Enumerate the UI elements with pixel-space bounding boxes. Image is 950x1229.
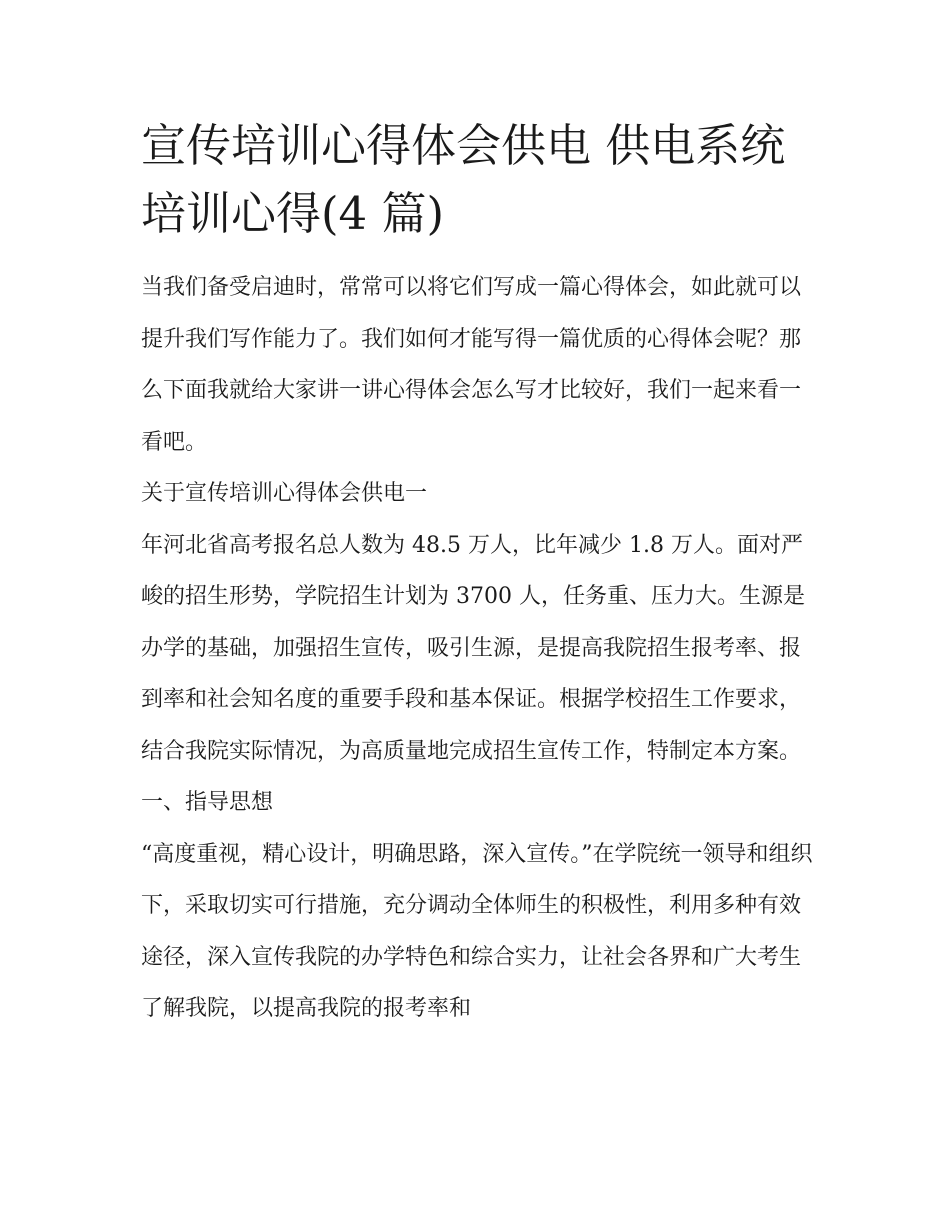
- paragraph-guiding-thought: “高度重视，精心设计，明确思路，深入宣传。”在学院统一领导和组织下，采取切实可行措施，充分调动全体师生的积极性，利用多种有效途径，深入宣传我院的办学特色和综合实力，让社会各界和广大考生了解我院，以提高我院的报考率和: [141, 841, 813, 1021]
- paragraph-enrollment: 年河北省高考报名总人数为 48.5 万人，比年减少 1.8 万人。面对严峻的招生形势，学院招生计划为 3700 人，任务重、压力大。生源是办学的基础，加强招生宣传，吸引生源，是提高我院招生报考率、报到率和社会知名度的重要手段和基本保证。根据学校招生工作要求，结合我院实际情况，为高质量地完成招生宣传工作，特制定本方案。: [141, 532, 805, 764]
- document-title: 宣传培训心得体会供电 供电系统培训心得(4 篇): [141, 119, 786, 240]
- intro-paragraph: 当我们备受启迪时，常常可以将它们写成一篇心得体会，如此就可以提升我们写作能力了。我们如何才能写得一篇优质的心得体会呢？那么下面我就给大家讲一讲心得体会怎么写才比较好，我们一起来看一看吧。: [141, 275, 802, 455]
- section-title: 关于宣传培训心得体会供电一: [141, 481, 428, 506]
- document-page: [141, 112, 813, 1035]
- document-body: [141, 262, 813, 1035]
- heading-guiding-thought: 一、指导思想: [141, 790, 274, 815]
